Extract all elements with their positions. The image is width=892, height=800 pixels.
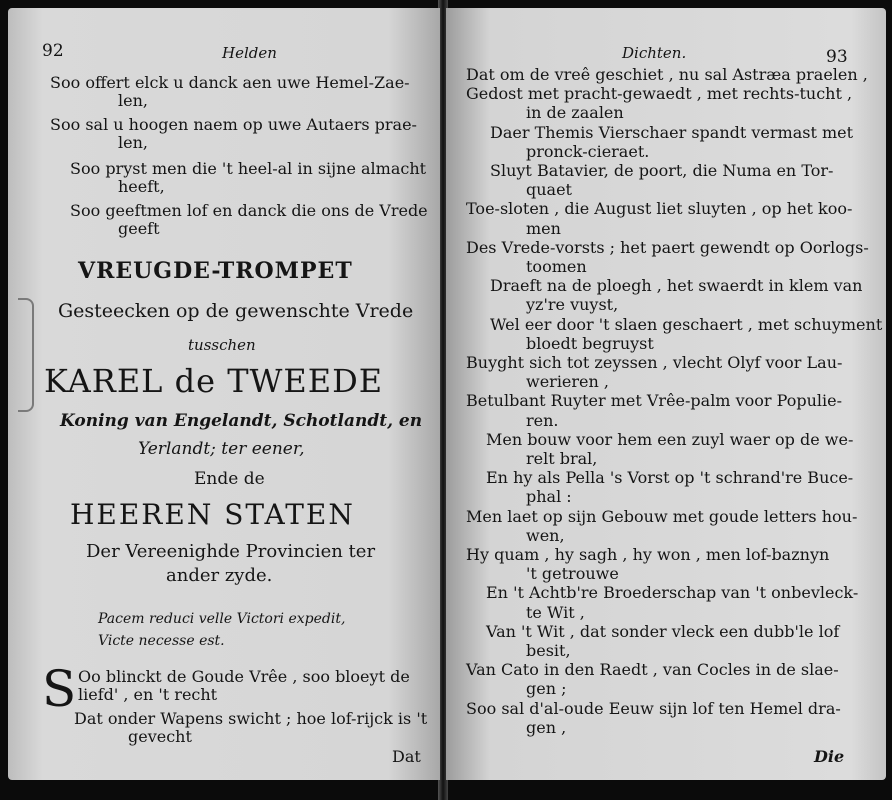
right-verse-line: bloedt begruyst xyxy=(526,333,654,353)
right-verse-line: ren. xyxy=(526,410,559,430)
latin-motto-line: Victe necesse est. xyxy=(98,633,225,649)
right-verse-line: Soo sal d'al-oude Eeuw sijn lof ten Hemel dra- xyxy=(466,698,841,718)
provinces-line: Der Vereenighde Provincien ter xyxy=(86,541,376,562)
right-verse-line: quaet xyxy=(526,180,572,200)
left-verse-line: Soo sal u hoogen naem op uwe Autaers prae- xyxy=(50,115,417,134)
right-verse-line: toomen xyxy=(526,257,587,276)
poem-line: Dat onder Wapens swicht ; hoe lof-rijck is 't xyxy=(74,709,428,728)
right-verse-line: Des Vrede-vorsts ; het paert gewendt op Oorlogs- xyxy=(466,237,869,257)
poem-line: gevecht xyxy=(128,727,192,746)
right-verse-line: En hy als Pella 's Vorst op 't schrand're Buce- xyxy=(486,468,854,488)
left-verse-line: geeft xyxy=(118,219,160,238)
poem-title: VREUGDE-TROMPET xyxy=(78,258,353,284)
right-page-number: 93 xyxy=(826,47,848,67)
right-verse-line: Van Cato in den Raedt , van Cocles in de slae- xyxy=(466,660,839,680)
poem-subtitle: Gesteecken op de gewenschte Vrede xyxy=(58,300,414,322)
left-page-number: 92 xyxy=(42,41,64,61)
king-name: KAREL de TWEEDE xyxy=(44,362,384,400)
right-verse-line: werieren , xyxy=(526,372,609,392)
right-verse-line: Dat om de vreê geschiet , nu sal Astræa praelen , xyxy=(466,65,868,84)
latin-motto-line: Pacem reduci velle Victori expedit, xyxy=(98,611,346,627)
right-verse-line: relt bral, xyxy=(526,449,598,468)
right-verse-line: in de zaalen xyxy=(526,103,624,123)
right-verse-line: Van 't Wit , dat sonder vleck een dubb'le lof xyxy=(486,621,840,641)
right-verse-line: Wel eer door 't slaen geschaert , met schuyment xyxy=(490,314,883,334)
right-verse-line: yz're vuyst, xyxy=(526,295,619,315)
left-verse-line: Soo offert elck u danck aen uwe Hemel-Zae- xyxy=(50,73,410,92)
catchword: Die xyxy=(814,747,845,766)
right-verse-line: phal : xyxy=(526,487,572,507)
poem-line: Oo blinckt de Goude Vrêe , soo bloeyt de xyxy=(78,667,410,686)
heeren-staten: HEEREN STATEN xyxy=(70,498,355,531)
right-verse-line: besit, xyxy=(526,641,571,660)
right-page xyxy=(446,8,886,780)
right-verse-line: En 't Achtb're Broederschap van 't onbevleck- xyxy=(486,583,859,603)
left-running-head: Helden xyxy=(222,44,277,62)
right-verse-line: 't getrouwe xyxy=(526,564,619,584)
right-verse-line: pronck-cieraet. xyxy=(526,141,650,161)
right-verse-line: Men laet op sijn Gebouw met goude letters hou- xyxy=(466,506,858,526)
right-verse-line: wen, xyxy=(526,525,565,545)
tusschen-label: tusschen xyxy=(188,336,256,354)
left-page xyxy=(8,8,440,780)
king-title-line: Yerlandt; ter eener, xyxy=(138,439,305,459)
right-verse-line: Gedost met pracht-gewaedt , met rechts-tucht , xyxy=(466,84,853,104)
king-title-line: Koning van Engelandt, Schotlandt, en xyxy=(60,411,423,431)
left-verse-line: Soo geeftmen lof en danck die ons de Vrede xyxy=(70,201,428,220)
right-verse-line: te Wit , xyxy=(526,602,585,622)
right-verse-line: Men bouw voor hem een zuyl waer op de we- xyxy=(486,429,854,449)
left-verse-line: Soo pryst men die 't heel-al in sijne almacht xyxy=(70,159,427,178)
right-verse-line: Buyght sich tot zeyssen , vlecht Olyf voor Lau- xyxy=(466,353,843,372)
right-verse-line: Daer Themis Vierschaer spandt vermast met xyxy=(490,122,854,142)
right-verse-line: gen ; xyxy=(526,679,567,699)
right-running-head: Dichten. xyxy=(622,44,687,62)
left-verse-line: len, xyxy=(118,91,148,110)
right-verse-line: gen , xyxy=(526,717,567,737)
left-verse-line: len, xyxy=(118,133,148,152)
right-verse-line: Draeft na de ploegh , het swaerdt in klem van xyxy=(490,276,863,296)
right-verse-line: Sluyt Batavier, de poort, die Numa en Tor- xyxy=(490,161,834,180)
left-verse-line: heeft, xyxy=(118,177,165,196)
provinces-line: ander zyde. xyxy=(166,565,273,586)
right-verse-line: Toe-sloten , die August liet sluyten , op het koo- xyxy=(466,199,853,219)
page-clasp-mark xyxy=(18,298,34,412)
right-verse-line: Hy quam , hy sagh , hy won , men lof-baznyn xyxy=(466,545,830,564)
right-verse-line: men xyxy=(526,218,561,238)
drop-cap: S xyxy=(42,660,77,718)
right-verse-line: Betulbant Ruyter met Vrêe-palm voor Populie- xyxy=(466,391,843,411)
poem-line: liefd' , en 't recht xyxy=(78,685,218,704)
ende-de-label: Ende de xyxy=(194,469,265,489)
catchword: Dat xyxy=(392,747,421,766)
